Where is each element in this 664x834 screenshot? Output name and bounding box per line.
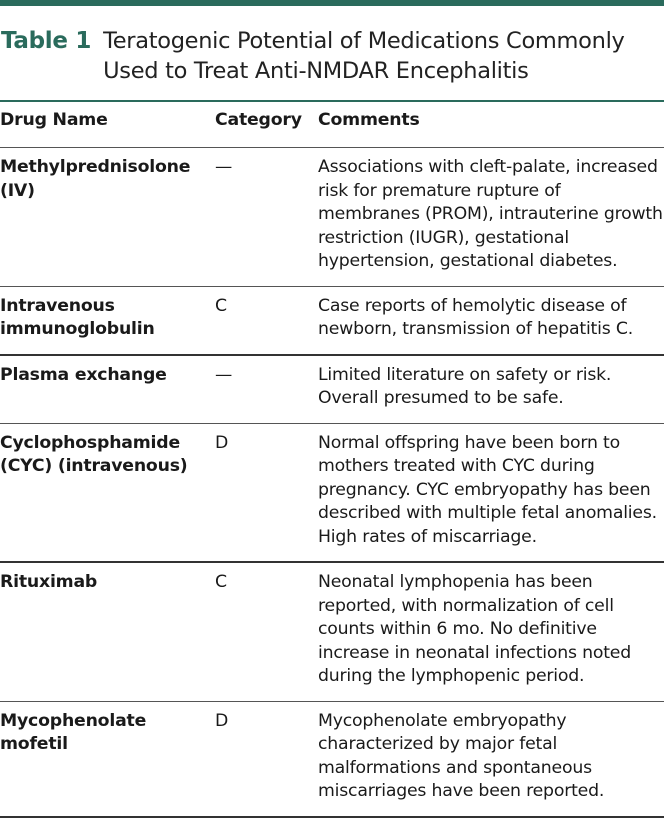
comments-cell: Case reports of hemolytic disease of newborn, transmission of hepatitis C. [318, 295, 633, 339]
table-body [0, 148, 664, 817]
table-label: Table 1 [1, 28, 92, 54]
table-row [0, 423, 664, 562]
header-category: Category [215, 110, 302, 130]
table-header [0, 102, 664, 148]
top-accent-bar [0, 0, 664, 6]
comments-cell: Associations with cleft-palate, increased risk for premature rupture of membranes (PROM), intrauterine growth restriction (IUGR), gestational hypertension, gestational diabetes. [318, 157, 663, 271]
table-caption [1, 26, 661, 86]
category-cell: C [215, 572, 227, 592]
table-row [0, 562, 664, 701]
header-row [0, 102, 664, 148]
comments-cell: Neonatal lymphopenia has been reported, with normalization of cell counts within 6 mo. No definitive increase in neonatal infections noted during the lymphopenic period. [318, 572, 632, 686]
table-row [0, 355, 664, 424]
drug-name-cell: Cyclophosphamide (CYC) (intravenous) [0, 432, 188, 476]
header-comments: Comments [318, 110, 420, 130]
drug-name-cell: Intravenous immunoglobulin [0, 295, 155, 339]
comments-cell: Normal offspring have been born to mothers treated with CYC during pregnancy. CYC embryopathy has been described with multiple fetal anomalies. High rates of miscarriage. [318, 432, 657, 547]
table-row [0, 701, 664, 817]
table-row [0, 148, 664, 287]
category-cell: — [215, 364, 233, 385]
header-drug-name: Drug Name [0, 110, 108, 130]
category-cell: — [215, 157, 233, 177]
drug-name-cell: Methylprednisolone (IV) [0, 157, 191, 201]
drug-name-cell: Mycophenolate mofetil [0, 710, 147, 754]
table-title: Teratogenic Potential of Medications Commonly Used to Treat Anti-NMDAR Encephalitis [103, 28, 625, 84]
drug-name-cell: Rituximab [0, 572, 98, 592]
category-cell: D [215, 432, 229, 453]
category-cell: C [215, 295, 227, 316]
table-row [0, 286, 664, 355]
drug-name-cell: Plasma exchange [0, 364, 167, 385]
comments-cell: Mycophenolate embryopathy characterized by major fetal malformations and spontaneous miscarriages have been reported. [318, 710, 605, 801]
category-cell: D [215, 710, 229, 731]
comments-cell: Limited literature on safety or risk. Overall presumed to be safe. [318, 364, 612, 408]
medications-table [0, 102, 664, 818]
